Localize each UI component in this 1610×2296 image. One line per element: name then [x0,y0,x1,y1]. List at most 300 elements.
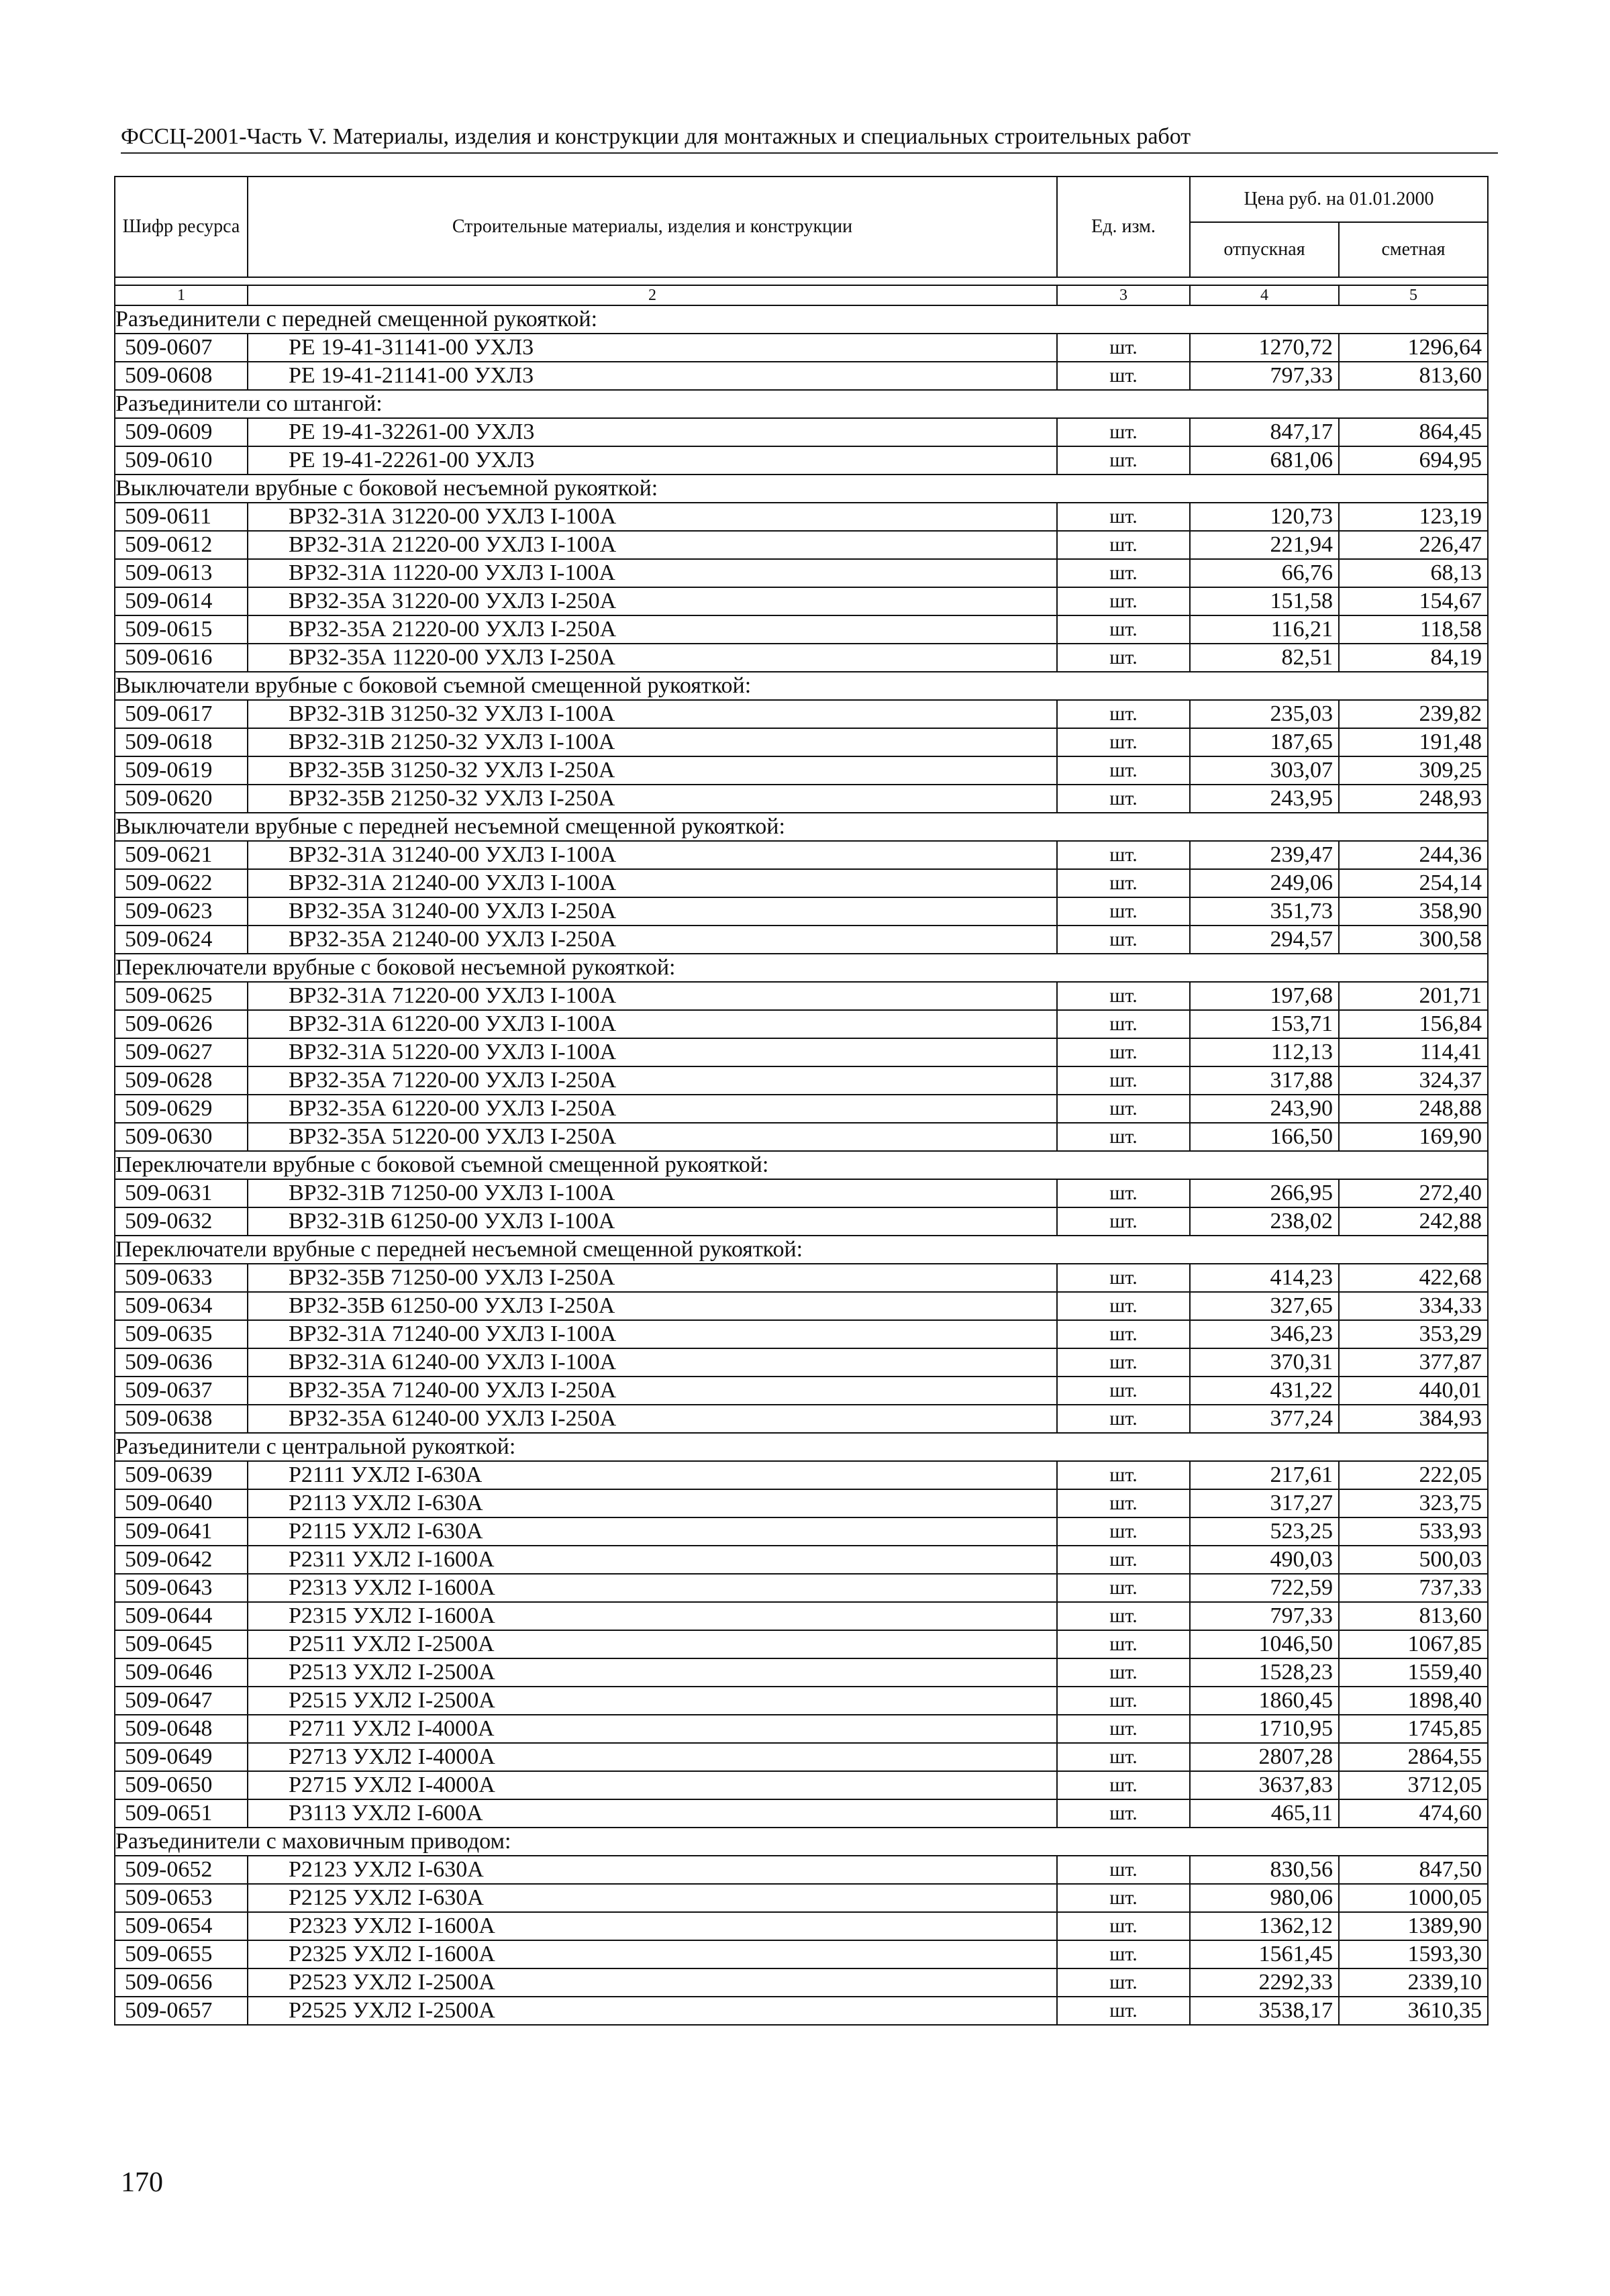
item-name: ВР32-35А 31220-00 УХЛ3 I-250А [248,587,1057,615]
resource-code: 509-0657 [115,1997,248,2025]
unit: шт. [1057,841,1190,869]
unit: шт. [1057,756,1190,785]
unit: шт. [1057,785,1190,813]
resource-code: 509-0642 [115,1546,248,1574]
unit: шт. [1057,559,1190,587]
resource-code: 509-0624 [115,926,248,954]
resource-code: 509-0643 [115,1574,248,1602]
resource-code: 509-0641 [115,1517,248,1546]
table-row [115,1602,1488,1630]
release-price: 235,03 [1190,700,1339,728]
table-row [115,756,1488,785]
table-row [115,1405,1488,1433]
estimate-price: 334,33 [1339,1292,1488,1320]
release-price: 303,07 [1190,756,1339,785]
estimate-price: 1296,64 [1339,334,1488,362]
unit: шт. [1057,1884,1190,1912]
table-row [115,1574,1488,1602]
table-row [115,1377,1488,1405]
release-price: 120,73 [1190,503,1339,531]
release-price: 490,03 [1190,1546,1339,1574]
unit: шт. [1057,1602,1190,1630]
unit: шт. [1057,1489,1190,1517]
header-gap [115,277,1488,285]
section-heading-row [115,813,1488,841]
release-price: 1561,45 [1190,1940,1339,1968]
item-name: Р2513 УХЛ2 I-2500А [248,1658,1057,1687]
resource-code: 509-0616 [115,644,248,672]
unit: шт. [1057,1095,1190,1123]
estimate-price: 1067,85 [1339,1630,1488,1658]
unit: шт. [1057,1038,1190,1066]
resource-code: 509-0644 [115,1602,248,1630]
resource-code: 509-0655 [115,1940,248,1968]
release-price: 151,58 [1190,587,1339,615]
resource-code: 509-0626 [115,1010,248,1038]
item-name: ВР32-35А 21220-00 УХЛ3 I-250А [248,615,1057,644]
estimate-price: 2864,55 [1339,1743,1488,1771]
table-row [115,1123,1488,1151]
table-row [115,700,1488,728]
unit: шт. [1057,644,1190,672]
estimate-price: 1000,05 [1339,1884,1488,1912]
release-price: 377,24 [1190,1405,1339,1433]
estimate-price: 533,93 [1339,1517,1488,1546]
resource-code: 509-0612 [115,531,248,559]
item-name: Р2111 УХЛ2 I-630А [248,1461,1057,1489]
resource-code: 509-0647 [115,1687,248,1715]
section-heading-row [115,954,1488,982]
item-name: РЕ 19-41-31141-00 УХЛ3 [248,334,1057,362]
item-name: ВР32-31А 61220-00 УХЛ3 I-100А [248,1010,1057,1038]
estimate-price: 1593,30 [1339,1940,1488,1968]
unit: шт. [1057,503,1190,531]
header-rule [121,152,1498,154]
release-price: 327,65 [1190,1292,1339,1320]
table-row [115,1095,1488,1123]
estimate-price: 377,87 [1339,1348,1488,1377]
release-price: 153,71 [1190,1010,1339,1038]
estimate-price: 248,88 [1339,1095,1488,1123]
estimate-price: 309,25 [1339,756,1488,785]
item-name: ВР32-31А 71220-00 УХЛ3 I-100А [248,982,1057,1010]
item-name: Р2113 УХЛ2 I-630А [248,1489,1057,1517]
release-price: 187,65 [1190,728,1339,756]
item-name: ВР32-31А 21220-00 УХЛ3 I-100А [248,531,1057,559]
item-name: Р2123 УХЛ2 I-630А [248,1856,1057,1884]
table-row [115,1546,1488,1574]
item-name: Р2515 УХЛ2 I-2500А [248,1687,1057,1715]
estimate-price: 226,47 [1339,531,1488,559]
resource-code: 509-0651 [115,1799,248,1828]
estimate-price: 1745,85 [1339,1715,1488,1743]
item-name: ВР32-35А 71220-00 УХЛ3 I-250А [248,1066,1057,1095]
item-name: ВР32-35А 61240-00 УХЛ3 I-250А [248,1405,1057,1433]
table-row [115,418,1488,446]
item-name: ВР32-31А 11220-00 УХЛ3 I-100А [248,559,1057,587]
resource-code: 509-0623 [115,897,248,926]
release-price: 116,21 [1190,615,1339,644]
table-row [115,1912,1488,1940]
release-price: 1270,72 [1190,334,1339,362]
unit: шт. [1057,1546,1190,1574]
item-name: Р2125 УХЛ2 I-630А [248,1884,1057,1912]
section-heading-row [115,1828,1488,1856]
estimate-price: 169,90 [1339,1123,1488,1151]
unit: шт. [1057,1010,1190,1038]
table-row [115,1630,1488,1658]
table-row [115,1292,1488,1320]
estimate-price: 3610,35 [1339,1997,1488,2025]
estimate-price: 864,45 [1339,418,1488,446]
item-name: ВР32-35В 21250-32 УХЛ3 I-250А [248,785,1057,813]
unit: шт. [1057,1377,1190,1405]
table-row [115,531,1488,559]
resource-code: 509-0609 [115,418,248,446]
table-row [115,644,1488,672]
unit: шт. [1057,334,1190,362]
table-row [115,615,1488,644]
table-row [115,559,1488,587]
section-title: Разъединители с маховичным приводом: [115,1828,1488,1856]
resource-code: 509-0640 [115,1489,248,1517]
table-row [115,1771,1488,1799]
table-row [115,1799,1488,1828]
unit: шт. [1057,1179,1190,1207]
release-price: 249,06 [1190,869,1339,897]
resource-code: 509-0634 [115,1292,248,1320]
table-row [115,1658,1488,1687]
header-price-group: Цена руб. на 01.01.2000 [1190,177,1488,222]
section-title: Переключатели врубные с боковой несъемной рукояткой: [115,954,1488,982]
item-name: Р2711 УХЛ2 I-4000А [248,1715,1057,1743]
unit: шт. [1057,446,1190,475]
table-row [115,1743,1488,1771]
header-unit: Ед. изм. [1057,177,1190,277]
item-name: Р3113 УХЛ2 I-600А [248,1799,1057,1828]
estimate-price: 1898,40 [1339,1687,1488,1715]
resource-code: 509-0621 [115,841,248,869]
table-row [115,1489,1488,1517]
table-row [115,334,1488,362]
unit: шт. [1057,418,1190,446]
estimate-price: 201,71 [1339,982,1488,1010]
release-price: 221,94 [1190,531,1339,559]
resource-code: 509-0608 [115,362,248,390]
unit: шт. [1057,926,1190,954]
section-title: Выключатели врубные с боковой несъемной рукояткой: [115,475,1488,503]
section-title: Переключатели врубные с боковой съемной смещенной рукояткой: [115,1151,1488,1179]
resource-code: 509-0646 [115,1658,248,1687]
item-name: Р2325 УХЛ2 I-1600А [248,1940,1057,1968]
release-price: 243,90 [1190,1095,1339,1123]
item-name: Р2115 УХЛ2 I-630А [248,1517,1057,1546]
resource-code: 509-0627 [115,1038,248,1066]
estimate-price: 323,75 [1339,1489,1488,1517]
item-name: ВР32-31В 31250-32 УХЛ3 I-100А [248,700,1057,728]
item-name: ВР32-35А 31240-00 УХЛ3 I-250А [248,897,1057,926]
estimate-price: 2339,10 [1339,1968,1488,1997]
resource-code: 509-0652 [115,1856,248,1884]
unit: шт. [1057,1715,1190,1743]
item-name: ВР32-35В 71250-00 УХЛ3 I-250А [248,1264,1057,1292]
resource-code: 509-0611 [115,503,248,531]
section-heading-row [115,390,1488,418]
header-name: Строительные материалы, изделия и конструкции [248,177,1057,277]
resource-code: 509-0613 [115,559,248,587]
unit: шт. [1057,869,1190,897]
unit: шт. [1057,1574,1190,1602]
release-price: 317,27 [1190,1489,1339,1517]
item-name: ВР32-31А 61240-00 УХЛ3 I-100А [248,1348,1057,1377]
unit: шт. [1057,615,1190,644]
unit: шт. [1057,587,1190,615]
resource-code: 509-0630 [115,1123,248,1151]
estimate-price: 1389,90 [1339,1912,1488,1940]
item-name: ВР32-35А 51220-00 УХЛ3 I-250А [248,1123,1057,1151]
estimate-price: 847,50 [1339,1856,1488,1884]
resource-code: 509-0614 [115,587,248,615]
table-row [115,587,1488,615]
estimate-price: 813,60 [1339,362,1488,390]
item-name: ВР32-35В 61250-00 УХЛ3 I-250А [248,1292,1057,1320]
unit: шт. [1057,1771,1190,1799]
estimate-price: 154,67 [1339,587,1488,615]
unit: шт. [1057,1799,1190,1828]
section-title: Разъединители с центральной рукояткой: [115,1433,1488,1461]
estimate-price: 156,84 [1339,1010,1488,1038]
release-price: 266,95 [1190,1179,1339,1207]
section-title: Разъединители с передней смещенной рукояткой: [115,305,1488,334]
table-row [115,869,1488,897]
release-price: 722,59 [1190,1574,1339,1602]
column-index: 1 [115,285,248,305]
table-row [115,1856,1488,1884]
release-price: 3637,83 [1190,1771,1339,1799]
table-row [115,1320,1488,1348]
item-name: ВР32-31В 71250-00 УХЛ3 I-100А [248,1179,1057,1207]
table-row [115,926,1488,954]
unit: шт. [1057,1968,1190,1997]
estimate-price: 737,33 [1339,1574,1488,1602]
table-body [115,305,1488,2025]
table-row [115,1997,1488,2025]
estimate-price: 1559,40 [1339,1658,1488,1687]
section-heading-row [115,305,1488,334]
release-price: 1860,45 [1190,1687,1339,1715]
unit: шт. [1057,728,1190,756]
estimate-price: 324,37 [1339,1066,1488,1095]
estimate-price: 422,68 [1339,1264,1488,1292]
unit: шт. [1057,1630,1190,1658]
unit: шт. [1057,362,1190,390]
table-row [115,982,1488,1010]
resource-code: 509-0633 [115,1264,248,1292]
release-price: 197,68 [1190,982,1339,1010]
unit: шт. [1057,897,1190,926]
release-price: 830,56 [1190,1856,1339,1884]
section-heading-row [115,1151,1488,1179]
item-name: ВР32-35В 31250-32 УХЛ3 I-250А [248,756,1057,785]
release-price: 346,23 [1190,1320,1339,1348]
resource-code: 509-0631 [115,1179,248,1207]
table-row [115,841,1488,869]
item-name: Р2311 УХЛ2 I-1600А [248,1546,1057,1574]
estimate-price: 68,13 [1339,559,1488,587]
item-name: Р2313 УХЛ2 I-1600А [248,1574,1057,1602]
estimate-price: 222,05 [1339,1461,1488,1489]
resource-code: 509-0638 [115,1405,248,1433]
release-price: 1710,95 [1190,1715,1339,1743]
table-row [115,503,1488,531]
resource-code: 509-0629 [115,1095,248,1123]
unit: шт. [1057,1658,1190,1687]
table-row [115,728,1488,756]
resource-code: 509-0615 [115,615,248,644]
release-price: 243,95 [1190,785,1339,813]
unit: шт. [1057,1912,1190,1940]
unit: шт. [1057,1517,1190,1546]
resource-code: 509-0653 [115,1884,248,1912]
table-row [115,1010,1488,1038]
release-price: 523,25 [1190,1517,1339,1546]
header-estimate-price: сметная [1339,222,1488,277]
estimate-price: 239,82 [1339,700,1488,728]
column-index: 3 [1057,285,1190,305]
item-name: ВР32-31В 61250-00 УХЛ3 I-100А [248,1207,1057,1236]
item-name: Р2713 УХЛ2 I-4000А [248,1743,1057,1771]
section-heading-row [115,475,1488,503]
estimate-price: 694,95 [1339,446,1488,475]
column-index: 5 [1339,285,1488,305]
unit: шт. [1057,1207,1190,1236]
release-price: 1528,23 [1190,1658,1339,1687]
resource-code: 509-0645 [115,1630,248,1658]
unit: шт. [1057,1348,1190,1377]
item-name: Р2511 УХЛ2 I-2500А [248,1630,1057,1658]
section-heading-row [115,672,1488,700]
item-name: ВР32-35А 71240-00 УХЛ3 I-250А [248,1377,1057,1405]
running-header: ФССЦ-2001-Часть V. Материалы, изделия и конструкции для монтажных и специальных строительных работ [121,124,1191,149]
release-price: 66,76 [1190,559,1339,587]
estimate-price: 244,36 [1339,841,1488,869]
release-price: 1362,12 [1190,1912,1339,1940]
item-name: ВР32-31А 71240-00 УХЛ3 I-100А [248,1320,1057,1348]
item-name: Р2525 УХЛ2 I-2500А [248,1997,1057,2025]
item-name: ВР32-35А 11220-00 УХЛ3 I-250А [248,644,1057,672]
resource-code: 509-0650 [115,1771,248,1799]
item-name: РЕ 19-41-21141-00 УХЛ3 [248,362,1057,390]
resource-code: 509-0622 [115,869,248,897]
section-title: Разъединители со штангой: [115,390,1488,418]
resource-code: 509-0637 [115,1377,248,1405]
estimate-price: 474,60 [1339,1799,1488,1828]
resource-code: 509-0654 [115,1912,248,1940]
section-heading-row [115,1236,1488,1264]
estimate-price: 242,88 [1339,1207,1488,1236]
item-name: Р2315 УХЛ2 I-1600А [248,1602,1057,1630]
page-number: 170 [121,2167,163,2198]
table-row [115,1066,1488,1095]
release-price: 166,50 [1190,1123,1339,1151]
unit: шт. [1057,1461,1190,1489]
estimate-price: 123,19 [1339,503,1488,531]
release-price: 351,73 [1190,897,1339,926]
table-row [115,1179,1488,1207]
table-row [115,362,1488,390]
unit: шт. [1057,1405,1190,1433]
resource-code: 509-0620 [115,785,248,813]
table-row [115,897,1488,926]
release-price: 238,02 [1190,1207,1339,1236]
estimate-price: 384,93 [1339,1405,1488,1433]
header-code: Шифр ресурса [115,177,248,277]
unit: шт. [1057,531,1190,559]
resource-code: 509-0628 [115,1066,248,1095]
item-name: ВР32-31А 51220-00 УХЛ3 I-100А [248,1038,1057,1066]
unit: шт. [1057,1123,1190,1151]
section-title: Выключатели врубные с передней несъемной смещенной рукояткой: [115,813,1488,841]
estimate-price: 254,14 [1339,869,1488,897]
estimate-price: 3712,05 [1339,1771,1488,1799]
table-header-row [115,177,1488,222]
estimate-price: 191,48 [1339,728,1488,756]
table-row [115,1968,1488,1997]
unit: шт. [1057,1940,1190,1968]
resource-code: 509-0648 [115,1715,248,1743]
release-price: 681,06 [1190,446,1339,475]
estimate-price: 248,93 [1339,785,1488,813]
resource-code: 509-0625 [115,982,248,1010]
unit: шт. [1057,982,1190,1010]
unit: шт. [1057,1687,1190,1715]
release-price: 3538,17 [1190,1997,1339,2025]
column-index: 4 [1190,285,1339,305]
resource-code: 509-0632 [115,1207,248,1236]
estimate-price: 300,58 [1339,926,1488,954]
release-price: 414,23 [1190,1264,1339,1292]
column-index: 2 [248,285,1057,305]
release-price: 980,06 [1190,1884,1339,1912]
unit: шт. [1057,1997,1190,2025]
unit: шт. [1057,1066,1190,1095]
release-price: 465,11 [1190,1799,1339,1828]
resource-code: 509-0610 [115,446,248,475]
resource-code: 509-0636 [115,1348,248,1377]
estimate-price: 114,41 [1339,1038,1488,1066]
resource-code: 509-0649 [115,1743,248,1771]
table-row [115,1715,1488,1743]
release-price: 847,17 [1190,418,1339,446]
resource-code: 509-0617 [115,700,248,728]
header-release-price: отпускная [1190,222,1339,277]
estimate-price: 813,60 [1339,1602,1488,1630]
item-name: Р2523 УХЛ2 I-2500А [248,1968,1057,1997]
release-price: 112,13 [1190,1038,1339,1066]
release-price: 294,57 [1190,926,1339,954]
release-price: 2292,33 [1190,1968,1339,1997]
section-title: Переключатели врубные с передней несъемной смещенной рукояткой: [115,1236,1488,1264]
release-price: 370,31 [1190,1348,1339,1377]
gap-cell [115,277,1488,285]
item-name: ВР32-31А 21240-00 УХЛ3 I-100А [248,869,1057,897]
item-name: ВР32-35А 61220-00 УХЛ3 I-250А [248,1095,1057,1123]
unit: шт. [1057,1856,1190,1884]
table-row [115,1940,1488,1968]
resource-code: 509-0635 [115,1320,248,1348]
section-heading-row [115,1433,1488,1461]
item-name: Р2323 УХЛ2 I-1600А [248,1912,1057,1940]
